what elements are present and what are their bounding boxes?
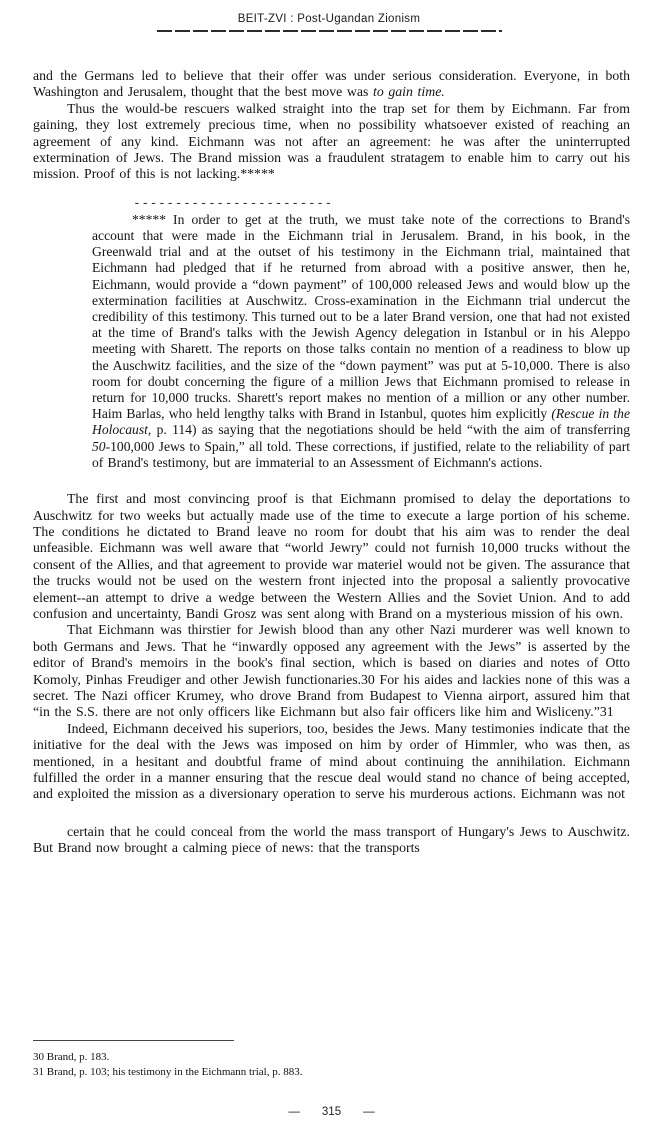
page-number-value: 315 <box>321 1106 342 1118</box>
paragraph: That Eichmann was thirstier for Jewish blood than any other Nazi murderer was well known to both Germans and Jews. That he “inwardly opposed any agreement with the Jews” is asserted by the editor of Brand's memoirs in the book's final section, which is based on diaries and notes of Otto Komoly, Pinhas Freudiger and other Jewish functionaries.30 For his aides and lackies none of this was a secret. The Nazi officer Krumey, who drove Brand from Budapest to Vienna airport, assured him that “in the S.S. there are not only officers like Eichmann but also fair officers like him and Wisliceny.”31 <box>33 622 630 720</box>
italic-number: 50 <box>92 438 106 454</box>
footnote-line: 30 Brand, p. 183. <box>33 1051 110 1063</box>
page-number <box>33 1106 630 1118</box>
paragraph: Thus the would-be rescuers walked straight into the trap set for them by Eichmann. Far from gaining, they lost extremely precious time, when no possibility whatsoever existed of reaching an agreement of any kind. Eichmann was not after an agreement: he was after the uninterrupted extermination of Jews. The Brand mission was a fraudulent stratagem to enable him to carry out his mission. Proof of this is not lacking.***** <box>33 100 630 182</box>
note-text: p. 114) as saying that the negotiations should be held “with the aim of transferring <box>151 422 630 438</box>
note-separator: ------------------------ <box>133 195 333 211</box>
note-paragraph <box>92 212 630 471</box>
page-footer <box>33 1040 630 1118</box>
running-header <box>0 0 658 32</box>
page-body <box>0 32 658 857</box>
footnote-line: 31 Brand, p. 103; his testimony in the Eichmann trial, p. 883. <box>33 1066 303 1078</box>
paragraph: The first and most convincing proof is that Eichmann promised to delay the deportations to Auschwitz for two weeks but actually made use of the time to execute a large portion of his scheme. The conditions he dictated to Brand leave no room for doubt that his aim was to render the deal unfeasible. Eichmann was well aware that “world Jewry” could not furnish 10,000 trucks without the consent of the Allies, and that agreement to provide war materiel would not be given. The assurance that the trucks would not be used on the western front injected into the proposal a saliently provocative element--an attempt to drive a wedge between the Western Allies and the Soviet Union. And to add confusion and uncertainty, Bandi Grosz was sent along with Brand on a mysterious mission of his own. <box>33 491 630 621</box>
footnote-block <box>92 195 630 471</box>
paragraph-text: and the Germans led to believe that their offer was under serious consideration. Everyone, in both Washington and Jerusalem, thought that the best move was <box>33 68 630 100</box>
page-number-dash-left: — <box>288 1106 300 1118</box>
paragraph: certain that he could conceal from the world the mass transport of Hungary's Jews to Auschwitz. But Brand now brought a calming piece of news: that the transports <box>33 823 630 856</box>
footnote-rule <box>33 1040 234 1041</box>
book-title-italic: (Rescue in the Holocaust, <box>92 406 630 438</box>
paragraph: Indeed, Eichmann deceived his superiors, too, besides the Jews. Many testimonies indicate that the initiative for the deal with the Jews was imposed on him by order of Himmler, who was then, as mentioned, in a hesitant and doubtful frame of mind about continuing the annihilation. Eichmann fulfilled the order in a manner ensuring that the rescue deal would stand no chance of being accepted, and exploited the mission as a diversionary operation to serve his murderous actions. Eichmann was not <box>33 720 630 802</box>
page-number-dash-right: — <box>363 1106 375 1118</box>
note-text: ***** In order to get at the truth, we must take note of the corrections to Brand's account that were made in the Eichmann trial in Jerusalem. Brand, in his book, in the Greenwald trial and at the outset of his testimony in the Eichmann trial, maintained that Eichmann had pledged that if he returned from abroad with a positive answer, then he, Eichmann, would provide a “down payment” of 100,000 released Jews and would blow up the extermination facilities at Auschwitz. Cross-examination in the Eichmann trial undercut the credibility of this testimony. This turned out to be a later Brand version, one that had not existed at the time of Brand's talks with the Jewish Agency delegation in Istanbul or in his Aleppo meeting with Sharett. The reports on those talks contain no mention of a readiness to blow up the Auschwitz facilities, and the size of the “down payment” was put at 5-10,000. There is also room for doubt concerning the figure of a million Jews that Eichmann promised to release in return for 10,000 trucks. Sharett's report makes no mention of a million or any other number. Haim Barlas, who held lengthy talks with Brand in Istanbul, quotes him explicitly <box>92 211 630 422</box>
paragraph-continuation <box>33 68 630 101</box>
italic-phrase: to gain time. <box>373 84 445 100</box>
header-title: BEIT-ZVI : Post-Ugandan Zionism <box>237 13 421 25</box>
note-text: -100,000 Jews to Spain,” all told. These corrections, if justified, relate to the reliability of part of Brand's testimony, but are immaterial to an Assessment of Eichmann's actions. <box>92 438 630 470</box>
